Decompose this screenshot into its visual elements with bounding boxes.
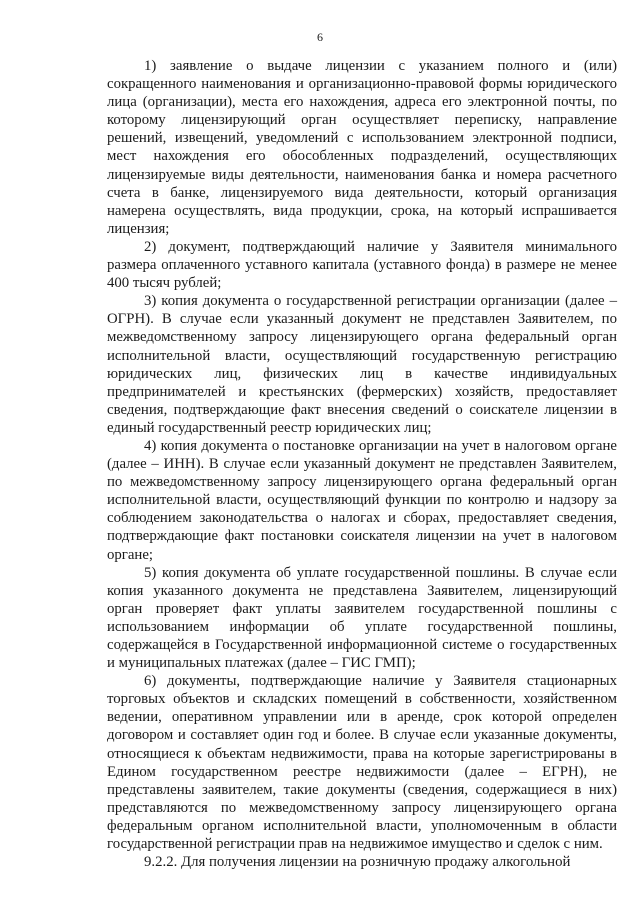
- page-number: 6: [317, 30, 323, 44]
- paragraph-item-2: 2) документ, подтверждающий наличие у Заявителя минимального размера оплаченного уставного капитала (уставного фонда) в размере не менее 400 тысяч рублей;: [107, 238, 617, 292]
- paragraph-item-3: 3) копия документа о государственной регистрации организации (далее – ОГРН). В случае если указанный документ не представлен Заявителем, по межведомственному запросу лицензирующего органа федеральный орган исполнительной власти, осуществляющий государственную регистрацию юридических лиц, физических лиц в качестве индивидуальных предпринимателей и крестьянских (фермерских) хозяйств, предоставляет сведения, подтверждающие факт внесения сведений о соискателе лицензии в единый государственный реестр юридических лиц;: [107, 293, 617, 436]
- paragraph-item-6: 6) документы, подтверждающие наличие у Заявителя стационарных торговых объектов и складских помещений в собственности, хозяйственном ведении, оперативном управлении или в аренде, срок которой определен договором и составляет один год и более. В случае если указанные документы, относящиеся к объектам недвижимости, права на которые зарегистрированы в Едином государственном реестре недвижимости (далее – ЕГРН), не представлены заявителем, такие документы (сведения, содержащиеся в них) представляются по межведомственному запросу лицензирующего органа федеральным органом исполнительной власти, уполномоченным в области государственной регистрации прав на недвижимое имущество и сделок с ним.: [107, 673, 617, 853]
- document-body: [107, 57, 617, 871]
- paragraph-item-4: 4) копия документа о постановке организации на учет в налоговом органе (далее – ИНН). В случае если указанный документ не представлен Заявителем, по межведомственному запросу лицензирующего органа федеральный орган исполнительной власти, осуществляющий функции по контролю и надзору за соблюдением законодательства о налогах и сборах, предоставляет сведения, подтверждающие факт постановки соискателя лицензии на учет в налоговом органе;: [107, 437, 617, 563]
- paragraph-item-5: 5) копия документа об уплате государственной пошлины. В случае если копия указанного документа не представлена Заявителем, лицензирующий орган проверяет факт уплаты заявителем государственной пошлины с использованием информации об уплате государственной пошлины, содержащейся в Государственной информационной системе о государственных и муниципальных платежах (далее – ГИС ГМП);: [107, 564, 617, 672]
- paragraph-section-9-2-2: 9.2.2. Для получения лицензии на розничную продажу алкогольной: [144, 854, 571, 871]
- paragraph-item-1: 1) заявление о выдаче лицензии с указанием полного и (или) сокращенного наименования и организационно-правовой формы юридического лица (организации), места его нахождения, адреса его электронной почты, по которому лицензирующий орган осуществляет переписку, направление решений, извещений, уведомлений с использованием электронной подписи, мест нахождения его обособленных подразделений, осуществляющих лицензируемые виды деятельности, наименования банка и номера расчетного счета в банке, лицензируемого вида деятельности, который организация намерена осуществлять, вида продукции, срока, на который испрашивается лицензия;: [107, 58, 617, 237]
